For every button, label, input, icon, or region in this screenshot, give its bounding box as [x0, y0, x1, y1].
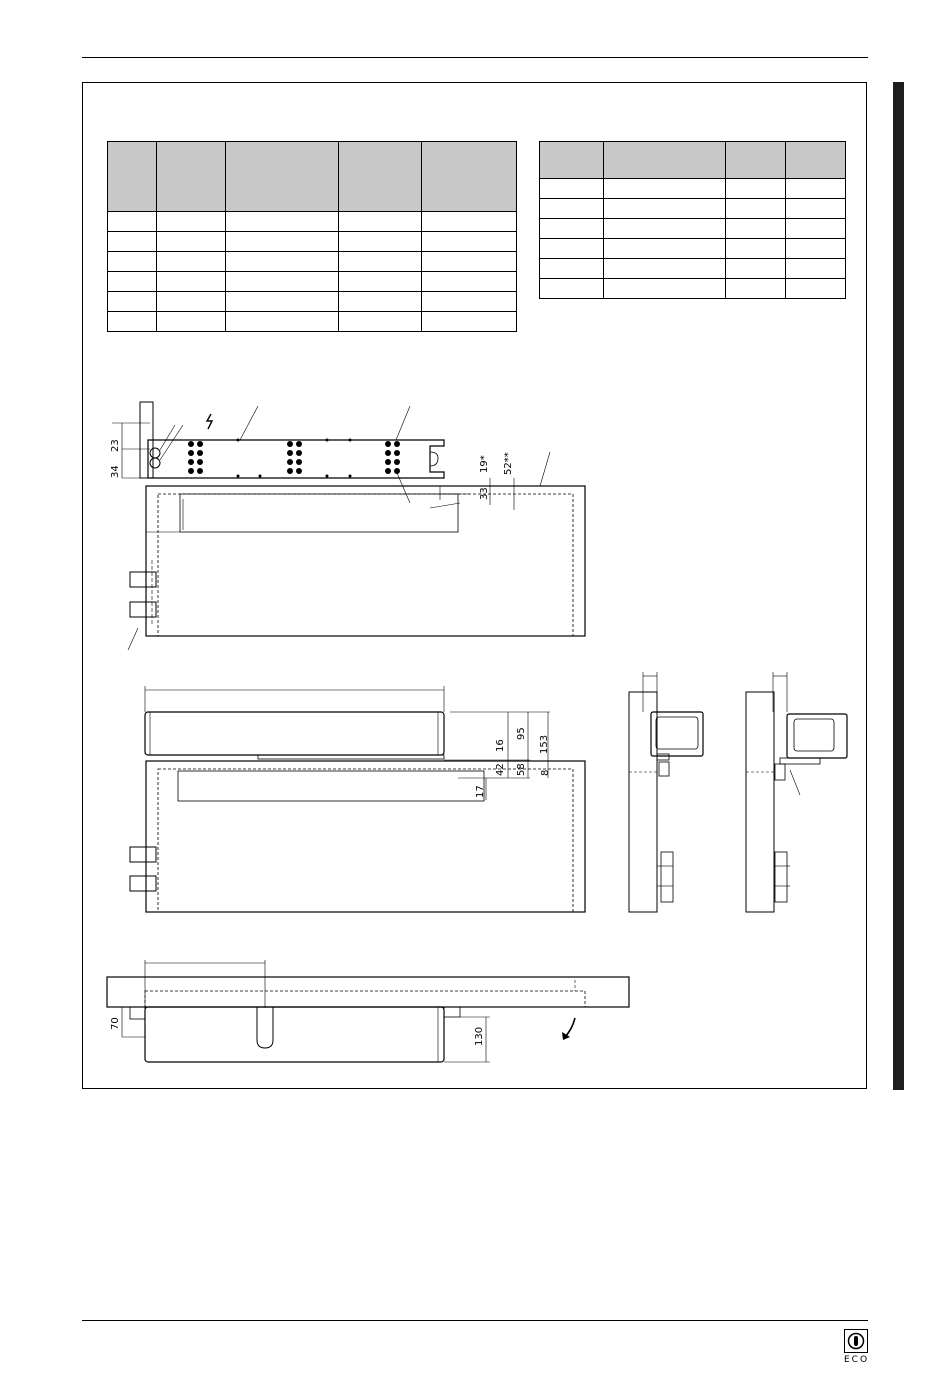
dim-34: 34 — [110, 465, 121, 478]
dim-17: 17 — [475, 785, 486, 798]
dim-33: 33 — [479, 487, 490, 500]
eco-logo-mark — [844, 1329, 868, 1353]
drawing-side-view-b — [746, 672, 847, 912]
keyhole-icon — [847, 1332, 865, 1350]
eco-logo — [844, 1329, 868, 1367]
dim-95: 95 — [516, 727, 527, 740]
dim-23: 23 — [110, 439, 121, 452]
dim-153: 153 — [539, 734, 550, 754]
eco-logo-text: ECO — [844, 1355, 870, 1365]
drawing-mounting-plate — [110, 402, 585, 650]
drawing-closer-front — [130, 686, 585, 912]
drawing-plan-view — [107, 960, 629, 1062]
dim-42: 42 — [495, 763, 506, 776]
dim-8: 8 — [540, 769, 551, 776]
dim-130: 130 — [474, 1026, 485, 1046]
dim-19: 19* — [479, 455, 490, 473]
dim-52: 52** — [503, 452, 514, 475]
dim-70: 70 — [110, 1017, 121, 1030]
drawing-side-view-a — [629, 672, 703, 912]
dim-58: 58 — [516, 763, 527, 776]
dim-16: 16 — [495, 739, 506, 752]
